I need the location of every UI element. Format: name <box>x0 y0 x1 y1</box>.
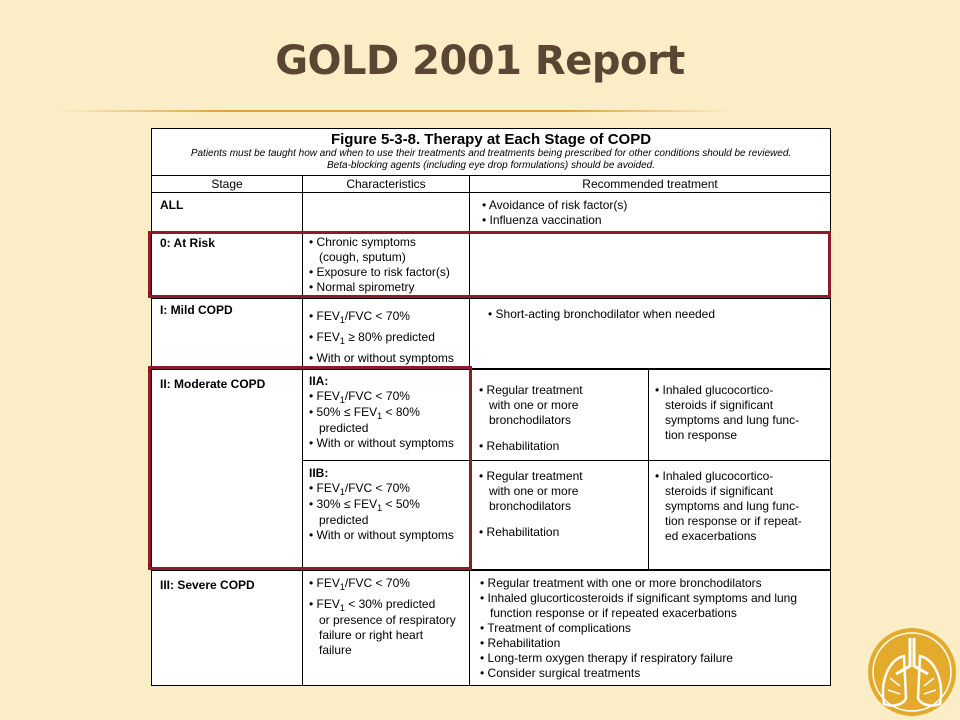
treatment-all <box>482 198 627 228</box>
list-item: • Chronic symptoms <box>309 235 416 249</box>
note-line: Beta-blocking agents (including eye drop formulations) should be avoided. <box>327 160 655 171</box>
list-item: • Regular treatment <box>479 383 583 397</box>
list-item: steroids if significant <box>665 398 774 412</box>
col-divider <box>648 368 649 570</box>
header-characteristics: Characteristics <box>346 177 426 191</box>
row-divider <box>152 233 830 234</box>
title-divider <box>55 110 735 112</box>
figure-note <box>152 148 830 172</box>
list-item: • Rehabilitation <box>479 439 560 453</box>
list-item: bronchodilators <box>489 499 572 513</box>
note-line: Patients must be taught how and when to use their treatments and treatments being prescribed for other conditions should be reviewed. <box>190 148 792 159</box>
list-item: • $FEV_1 < 30\%$ predicted <box>309 597 436 613</box>
list-item: steroids if significant <box>665 484 774 498</box>
row-divider <box>152 569 830 571</box>
list-item: • Inhaled glucocortico- <box>655 383 774 397</box>
list-item: • Long-term oxygen therapy if respiratory failure <box>480 651 733 665</box>
characteristics-at-risk <box>309 235 450 295</box>
list-item: ed exacerbations <box>665 529 757 543</box>
list-item: • $FEV_1$/FVC < 70% <box>309 309 410 325</box>
list-item: failure <box>319 643 352 657</box>
list-item: predicted <box>319 513 369 527</box>
stage-severe: III: Severe COPD <box>160 578 255 592</box>
characteristics-mild <box>309 306 454 368</box>
subgroup-label: IIB: <box>309 466 329 480</box>
list-item: • Treatment of complications <box>480 621 631 635</box>
list-item: • Exposure to risk factor(s) <box>309 265 450 279</box>
treatment-iib-steroids <box>655 469 802 544</box>
header-stage: Stage <box>211 177 243 191</box>
subgroup-label: IIA: <box>309 374 329 388</box>
list-item: • With or without symptoms <box>309 436 454 450</box>
list-item: or presence of respiratory <box>319 613 456 627</box>
list-item: tion response or if repeat- <box>665 514 802 528</box>
lungs-logo-icon <box>866 626 958 718</box>
treatment-iib-regular <box>479 469 583 540</box>
list-item: • $FEV_1$/FVC < 70% <box>309 576 410 592</box>
list-item: • Inhaled glucocortico- <box>655 469 774 483</box>
list-item: • $FEV_1 \ge 80\%$ predicted <box>309 330 435 346</box>
list-item: • Rehabilitation <box>480 636 561 650</box>
header-treatment: Recommended treatment <box>582 177 718 191</box>
list-item: function response or if repeated exacerbations <box>490 606 737 620</box>
stage-mild: I: Mild COPD <box>160 303 233 317</box>
list-item: • Consider surgical treatments <box>480 666 641 680</box>
list-item: • $50\% \le FEV_1 < 80\%$ <box>309 405 420 421</box>
characteristics-severe <box>309 576 456 658</box>
row-divider <box>302 460 830 461</box>
stage-at-risk: 0: At Risk <box>160 236 215 250</box>
row-divider <box>152 368 830 370</box>
list-item: • Normal spirometry <box>309 280 415 294</box>
list-item: with one or more <box>489 484 579 498</box>
list-item: • With or without symptoms <box>309 351 454 365</box>
list-item: • Inhaled glucorticosteroids if significant symptoms and lung <box>480 591 798 605</box>
figure-table <box>151 128 831 686</box>
treatment-iia-regular <box>479 383 583 454</box>
list-item: symptoms and lung func- <box>665 499 800 513</box>
col-divider <box>469 175 470 685</box>
row-divider <box>152 297 830 299</box>
stage-moderate: II: Moderate COPD <box>160 377 266 391</box>
list-item: • $FEV_1$/FVC < 70% <box>309 481 410 497</box>
list-item: • $FEV_1$/FVC < 70% <box>309 389 410 405</box>
stage-all: ALL <box>160 198 184 212</box>
list-item: bronchodilators <box>489 413 572 427</box>
list-item: (cough, sputum) <box>319 250 406 264</box>
list-item: • Influenza vaccination <box>482 213 602 227</box>
treatment-severe <box>480 576 797 681</box>
row-divider <box>152 192 830 193</box>
list-item: symptoms and lung func- <box>665 413 800 427</box>
list-item: • Regular treatment with one or more bronchodilators <box>480 576 762 590</box>
treatment-mild: • Short-acting bronchodilator when needed <box>488 307 716 321</box>
list-item: tion response <box>665 428 738 442</box>
list-item: • With or without symptoms <box>309 528 454 542</box>
list-item: • $30\% \le FEV_1 < 50\%$ <box>309 497 420 513</box>
characteristics-iia <box>309 374 454 451</box>
list-item: failure or right heart <box>319 628 424 642</box>
list-item: • Rehabilitation <box>479 525 560 539</box>
list-item: predicted <box>319 421 369 435</box>
row-divider <box>152 175 830 176</box>
col-divider <box>302 175 303 685</box>
list-item: with one or more <box>489 398 579 412</box>
figure-title: Figure 5-3-8. Therapy at Each Stage of COPD <box>330 131 652 148</box>
slide-title: GOLD 2001 Report <box>275 38 685 84</box>
list-item: • Regular treatment <box>479 469 583 483</box>
list-item: • Avoidance of risk factor(s) <box>482 198 628 212</box>
treatment-iia-steroids <box>655 383 799 443</box>
characteristics-iib <box>309 466 454 543</box>
